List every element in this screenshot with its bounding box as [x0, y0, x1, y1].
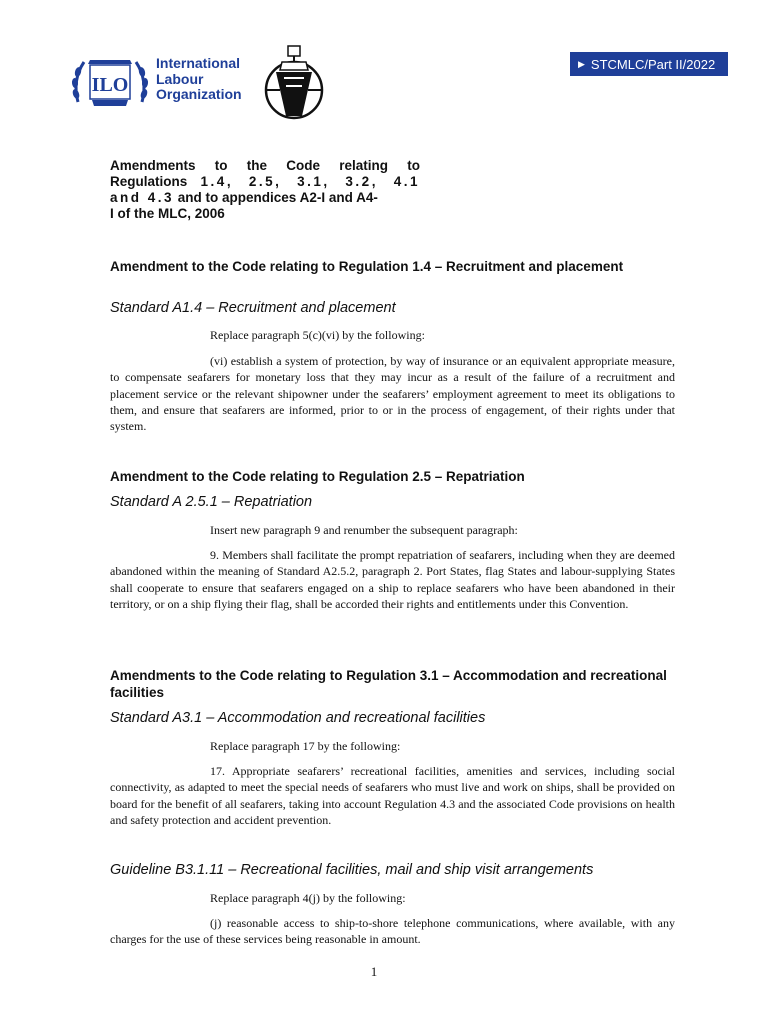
title-line3-rest: and to appendices A2-I and A4- [177, 190, 378, 205]
ilo-logo-icon [70, 50, 150, 112]
guideline-heading-b3-1-11: Guideline B3.1.11 – Recreational facilities, mail and ship visit arrangements [110, 862, 594, 878]
title-line2-prefix: Regulations [110, 174, 188, 189]
logo-letters: ILO [91, 74, 129, 96]
triangle-right-icon: ▶ [578, 58, 585, 69]
paragraph-s3: 17. Appropriate seafarers’ recreational facilities, amenities and services, including social connectivity, as adapted to meet the special needs of seafarers who must live and work on ships, shall be provided on board for the benefit of all seafarers, taking into account Regulation 4.3 and the associated Code provisions on health and safety protection and accident prevention. [110, 764, 675, 827]
instruction-s3: Replace paragraph 17 by the following: [210, 739, 401, 753]
standard-heading-a1-4: Standard A1.4 – Recruitment and placement [110, 300, 396, 316]
document-reference-badge [570, 52, 728, 76]
title-line2-numbers: 1.4, 2.5, 3.1, 3.2, 4.1 [200, 174, 420, 189]
instruction-s1: Replace paragraph 5(c)(vi) by the following: [210, 328, 425, 342]
org-name-line3: Organization [156, 86, 242, 102]
org-name-line2: Labour [156, 70, 204, 87]
section-heading-reg-3-1: Amendments to the Code relating to Regulation 3.1 – Accommodation and recreational facilities [110, 668, 667, 700]
title-line3-spaced: and 4.3 [110, 190, 175, 205]
paragraph-s1: (vi) establish a system of protection, by way of insurance or an equivalent appropriate measure, to compensate seafarers for monetary loss that they may incur as a result of the failure of a recruitment and placement service or the relevant shipowner under the seafarers’ employment agreement to meet its obligations to them, and ensure that seafarers are informed, prior to or in the process of engagement, of their rights under that system. [110, 354, 675, 434]
paragraph-s4: (j) reasonable access to ship-to-shore telephone communications, where available, with any charges for the use of these services being reasonable in amount. [110, 916, 675, 947]
instruction-s2: Insert new paragraph 9 and renumber the subsequent paragraph: [210, 523, 518, 537]
paragraph-s2: 9. Members shall facilitate the prompt repatriation of seafarers, including when they are deemed abandoned within the meaning of Standard A2.5.2, paragraph 2. Port States, flag States and labour-supplying States shall cooperate to ensure that seafarers engaged on a ship to replace seafarers who have been abandoned in their territory, or on a ship flying their flag, shall be accorded their rights and entitlements under this Convention. [110, 548, 675, 611]
organization-name [156, 56, 242, 103]
title-line4: I of the MLC, 2006 [110, 206, 225, 221]
title-line3 [110, 190, 420, 206]
standard-heading-a3-1: Standard A3.1 – Accommodation and recreational facilities [110, 710, 486, 726]
maritime-emblem-icon [262, 40, 326, 126]
standard-heading-a2-5-1: Standard A 2.5.1 – Repatriation [110, 494, 313, 510]
section-heading-reg-1-4: Amendment to the Code relating to Regulation 1.4 – Recruitment and placement [110, 259, 624, 274]
section-heading-reg-2-5: Amendment to the Code relating to Regulation 2.5 – Repatriation [110, 469, 525, 484]
title-line2 [110, 174, 420, 190]
document-reference: STCMLC/Part II/2022 [590, 56, 716, 72]
title-line1: Amendments to the Code relating to [110, 158, 420, 173]
document-title [110, 158, 420, 222]
instruction-s4: Replace paragraph 4(j) by the following: [210, 891, 406, 905]
page-number: 1 [370, 964, 378, 979]
org-name-line1: International [156, 55, 241, 71]
